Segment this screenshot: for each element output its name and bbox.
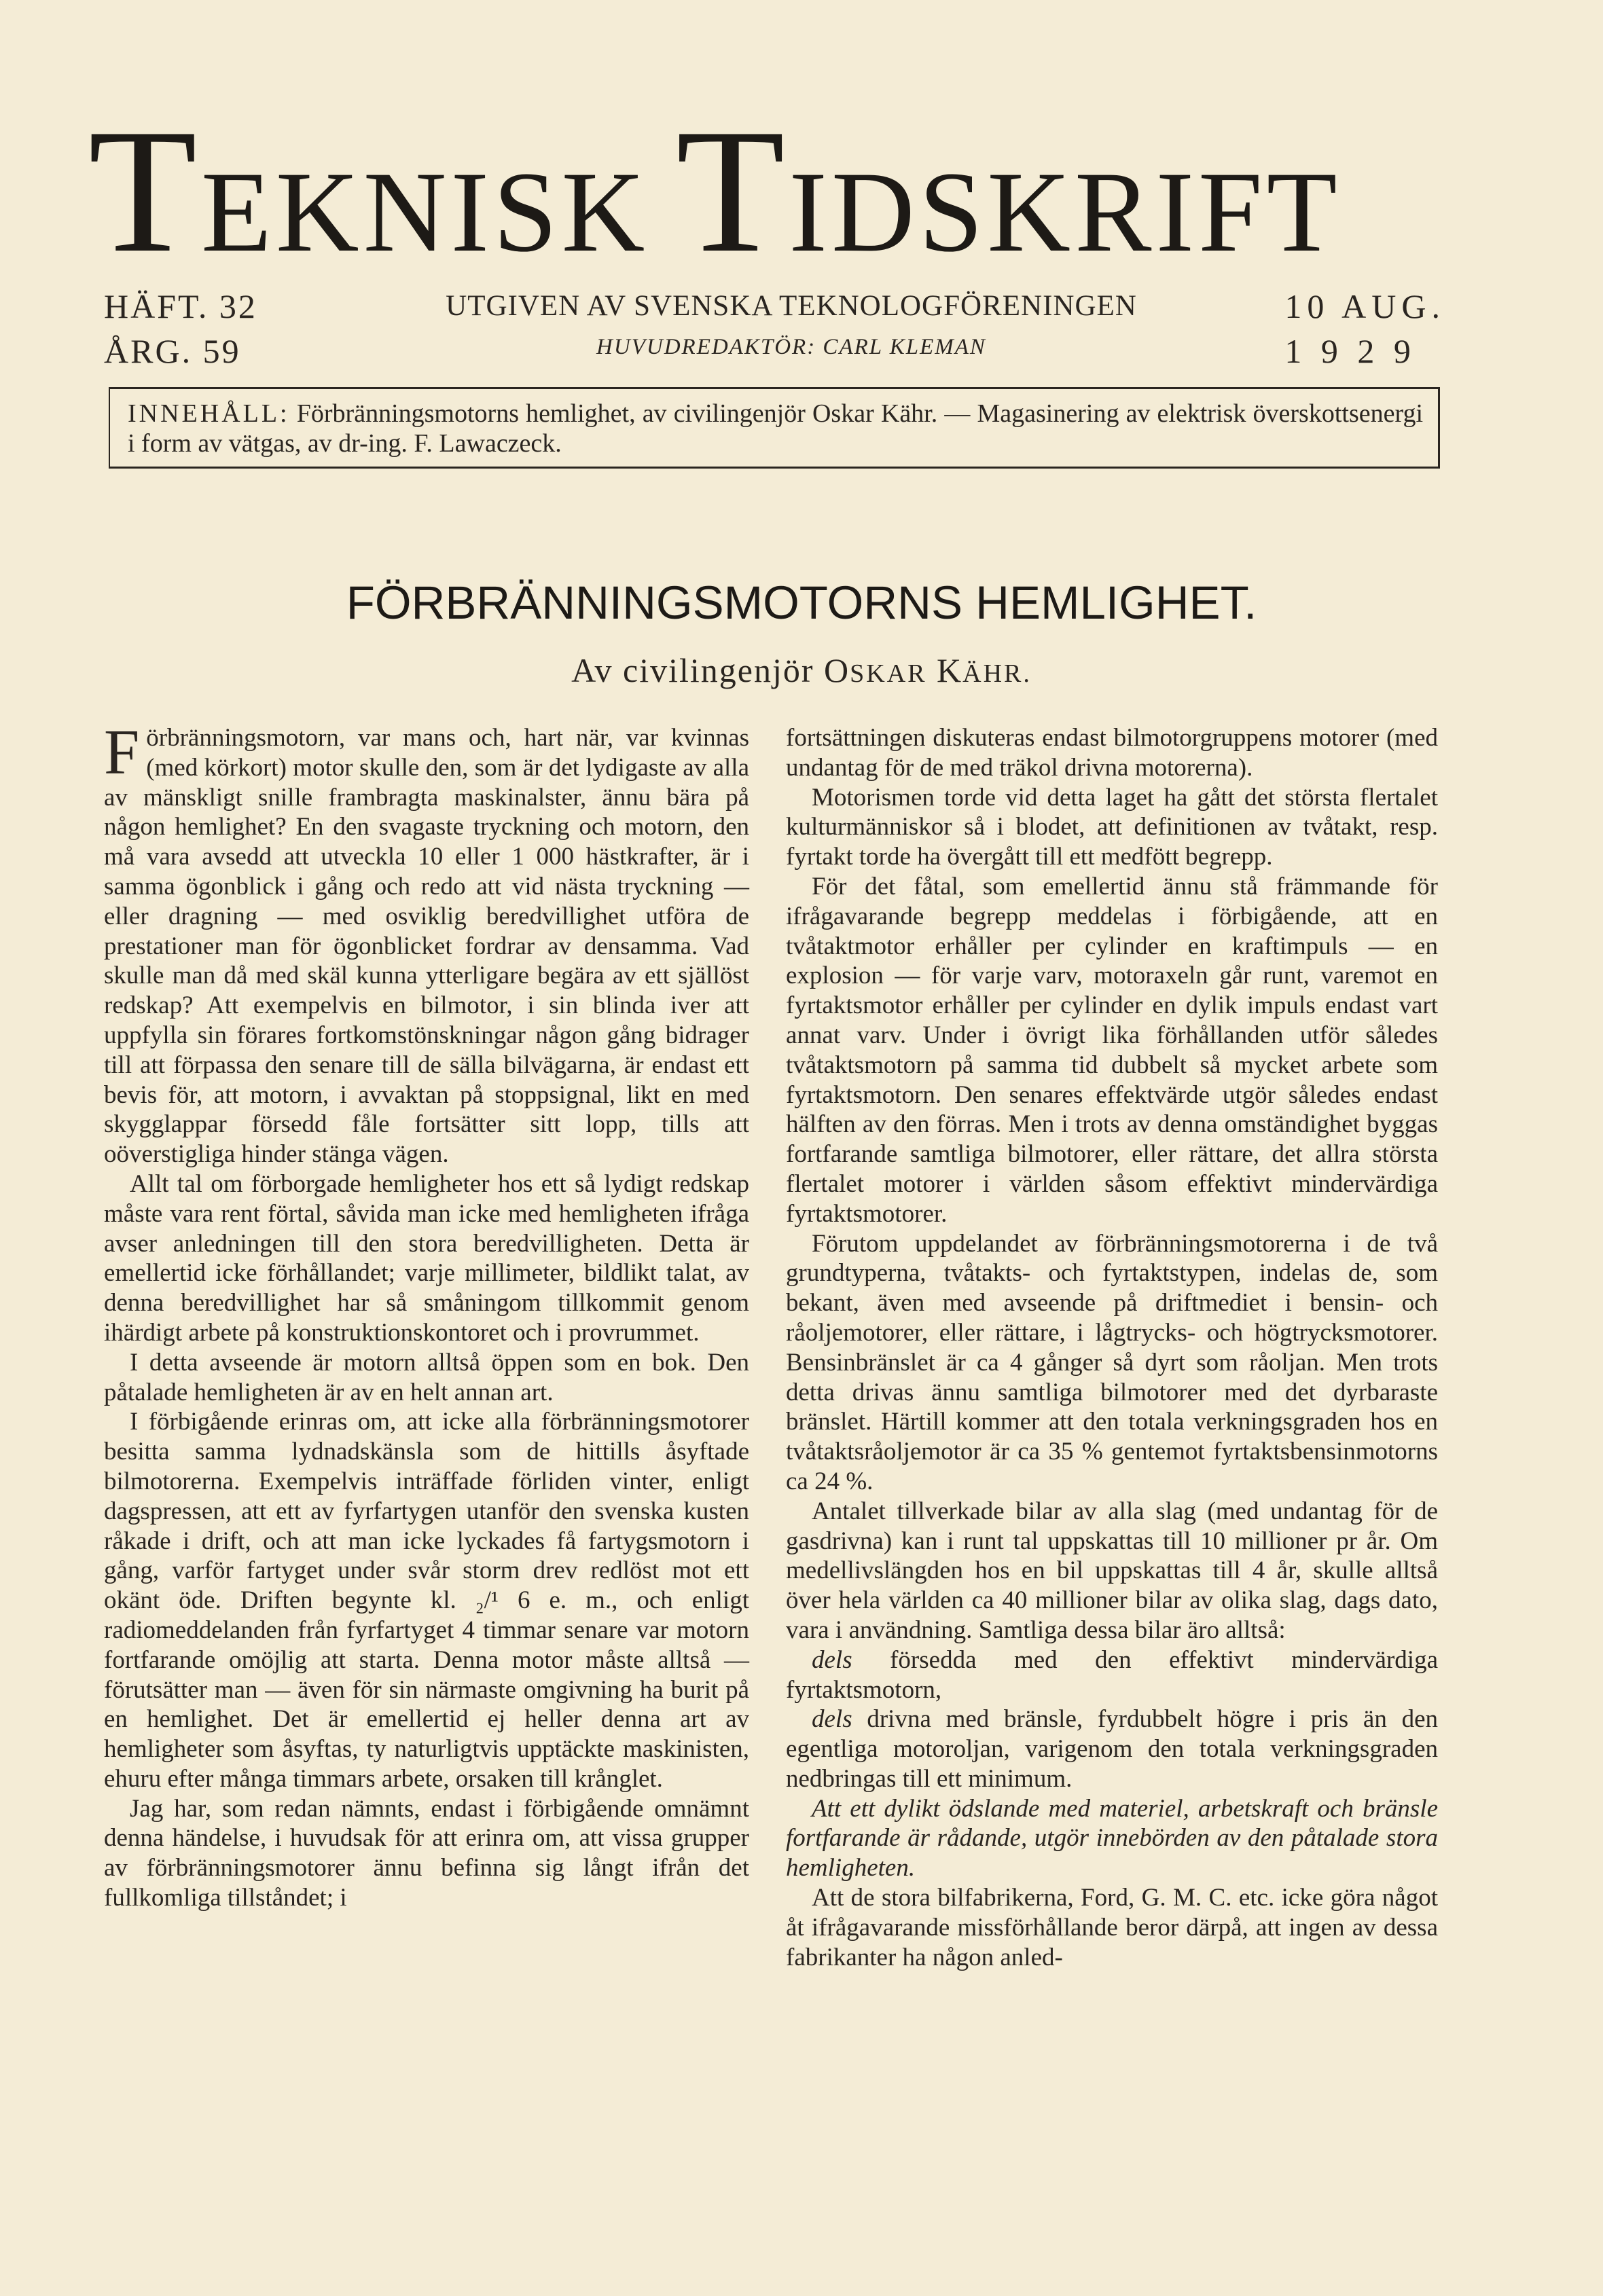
paragraph: Motorismen torde vid detta laget ha gått det största flertalet kulturmänniskor så i blodet, att definitionen av tvåtakt, resp. fyrtakt torde ha övergått till ett medfött begrepp. [786,783,1438,871]
paragraph: Allt tal om förborgade hemligheter hos ett så lydigt redskap måste vara rent förtal, såvida man icke med hemligheten ifråga avser anledningen till den stora beredvilligheten. Detta är emellertid icke förhållandet; varje millimeter, bildlikt talat, av denna beredvillighet har så småningom tillkommit genom ihärdigt arbete på konstruktionskontoret och i provrummet. [104,1169,749,1347]
date-day-month: 10 AUG. [1284,287,1445,325]
paragraph: dels drivna med bränsle, fyrdubbelt högre i pris än den egentliga motoroljan, varigenom den totala verkningsgraden nedbringas till ett minimum. [786,1705,1438,1793]
paragraph: Förutom uppdelandet av förbränningsmotorerna i de två grundtyperna, tvåtakts- och fyrtaktstypen, indelas de, som bekant, även med avseende på driftmediet i bensin- och råoljemotorer, eller rättare, i lågtrycks- och högtrycksmotorer. Bensinbränslet är ca 4 gånger så dyrt som råoljan. Men trots detta drivas ännu samtliga bilmotorer med det dyrbaraste bränslet. Härtill kommer att den totala verkningsgraden hos en tvåtaktsråoljemotor är ca 35 % gentemot fyrtaktsbensinmotorns ca 24 %. [786,1229,1438,1495]
paragraph: Jag har, som redan nämnts, endast i förbigående omnämnt denna händelse, i huvudsak för att erinra om, att vissa grupper av förbränningsmotorer ännu befinna sig långt ifrån det fullkomliga tillståndet; i [104,1794,749,1912]
paragraph: Att ett dylikt ödslande med materiel, arbetskraft och bränsle fortfarande är rådande, utgör innebörden av den påtalade stora hemligheten. [786,1794,1438,1882]
paragraph: fortsättningen diskuteras endast bilmotorgruppens motorer (med undantag för de med träkol drivna motorerna). [786,724,1438,782]
article-title: FÖRBRÄNNINGSMOTORNS HEMLIGHET. [346,577,1257,629]
masthead-word-tidskrift: IDSKRIFT [789,148,1341,276]
paragraph: I förbigående erinras om, att icke alla förbränningsmotorer besitta samma lydnadskänsla som de hittills åsyftade bilmotorerna. Exempelvis inträffade förliden vinter, enligt dagspressen, att ett av fyrfartygen utanför den svenska kusten råkade i drift, och att man icke lyckades få fartygsmotorn i gång, varför fartyget under svår storm drev redlöst mot ett okänt öde. Driften begynte kl. ₂/¹ 6 e. m., och enligt radiomeddelanden från fyrfartyget 4 timmar senare var motorn fortfarande omöjlig att starta. Denna motor måste alltså — förutsätter man — även för sin närmaste omgivning ha burit på en hemlighet. Det är emellertid ej heller denna art av hemligheter som åsyftas, ty naturligtvis upptäckte maskinisten, ehuru efter många timmars arbete, orsaken till krånglet. [104,1408,749,1793]
volume-number: ÅRG. 59 [104,332,241,370]
date-year: 1 9 2 9 [1284,332,1416,370]
paragraph: Antalet tillverkade bilar av alla slag (med undantag för de gasdrivna) kan i runt tal uppskattas till 10 millioner pr år. Om medellivslängden hos en bil uppskattas till 4 år, skulle alltså över hela världen ca 40 millioner bilar av olika slag, dags dato, vara i användning. Samtliga dessa bilar äro alltså: [786,1497,1438,1644]
masthead-letter: T [88,92,202,289]
article-column-left [104,717,749,1913]
masthead-word-teknisk: EKNISK [201,148,649,276]
publisher-line: UTGIVEN AV SVENSKA TEKNOLOGFÖRENINGEN [446,290,1137,322]
editor-line: HUVUDREDAKTÖR: CARL KLEMAN [596,335,986,359]
paragraph: I detta avseende är motorn alltså öppen som en bok. Den påtalade hemligheten är av en helt annan art. [104,1348,749,1406]
paragraph: Förbränningsmotorn, var mans och, hart när, var kvinnas (med körkort) motor skulle den, som är det lydigaste av alla av mänskligt snille frambragta maskinalster, ännu bära på någon hemlighet? En den svagaste tryckning och motorn, den må vara avsedd att utveckla 10 eller 1 000 hästkrafter, är i samma ögonblick i gång och redo att vid nästa tryckning — eller dragning — med osviklig beredvillighet utföra de prestationer man för ögonblicket fordrar av densamma. Vad skulle man då med skäl kunna ytterligare begära av ett själlöst redskap? Att exempelvis en bilmotor, i sin blinda iver att uppfylla sin förares fortkomstönskningar någon gång bidrager till att förpassa den senare till de sälla bilvägarna, är endast ett bevis för, att motorn, i avvaktan på stoppsignal, likt en med skygglappar försedd fåle fortsätter sitt lopp, tills att oöverstigliga hinder stänga vägen. [104,717,749,1169]
issue-info [104,284,257,373]
byline-prefix: Av civilingenjör [571,651,814,689]
table-of-contents [109,387,1440,469]
paragraph: Att de stora bilfabrikerna, Ford, G. M. C. etc. icke göra något åt ifrågavarande missförhållande beror därpå, att ingen av dessa fabrikanter ha någon anled- [786,1884,1438,1971]
publisher-info [408,285,1175,367]
article-byline [0,651,1603,690]
contents-text: Förbränningsmotorns hemlighet, av civilingenjör Oskar Kähr. — Magasinering av elektrisk överskottsenergi i form av vätgas, av dr-ing. F. Lawaczeck. [128,399,1424,458]
masthead-title [88,92,1460,289]
contents-label: INNEHÅLL: [128,399,290,428]
issue-date [1284,284,1445,373]
paragraph: dels försedda med den effektivt mindervärdiga fyrtaktsmotorn, [786,1645,1438,1704]
paragraph: För det fåtal, som emellertid ännu stå främmande för ifrågavarande begrepp meddelas i förbigående, att en tvåtaktmotor erhåller per cylinder en kraftimpuls — en explosion — för varje varv, motoraxeln går runt, varemot en fyrtaktsmotor erhåller per cylinder en dylik impuls endast vart annat varv. Under i övrigt lika förhållanden utför således tvåtaktsmotorn på samma tid dubbelt så mycket arbete som fyrtaktsmotorn. Den senares effektvärde utgör således endast hälften av den förras. Men i trots av denna omständighet byggas fortfarande samtliga bilmotorer, eller rättare, det allra största flertalet motorer i världen såsom effektivt mindervärdiga fyrtaktsmotorer. [786,872,1438,1228]
author-name: OSKAR KÄHR. [824,651,1032,689]
masthead-letter: T [676,92,789,289]
issue-number: HÄFT. 32 [104,287,257,325]
article-column-right [786,723,1438,1972]
drop-cap: F [104,717,140,788]
